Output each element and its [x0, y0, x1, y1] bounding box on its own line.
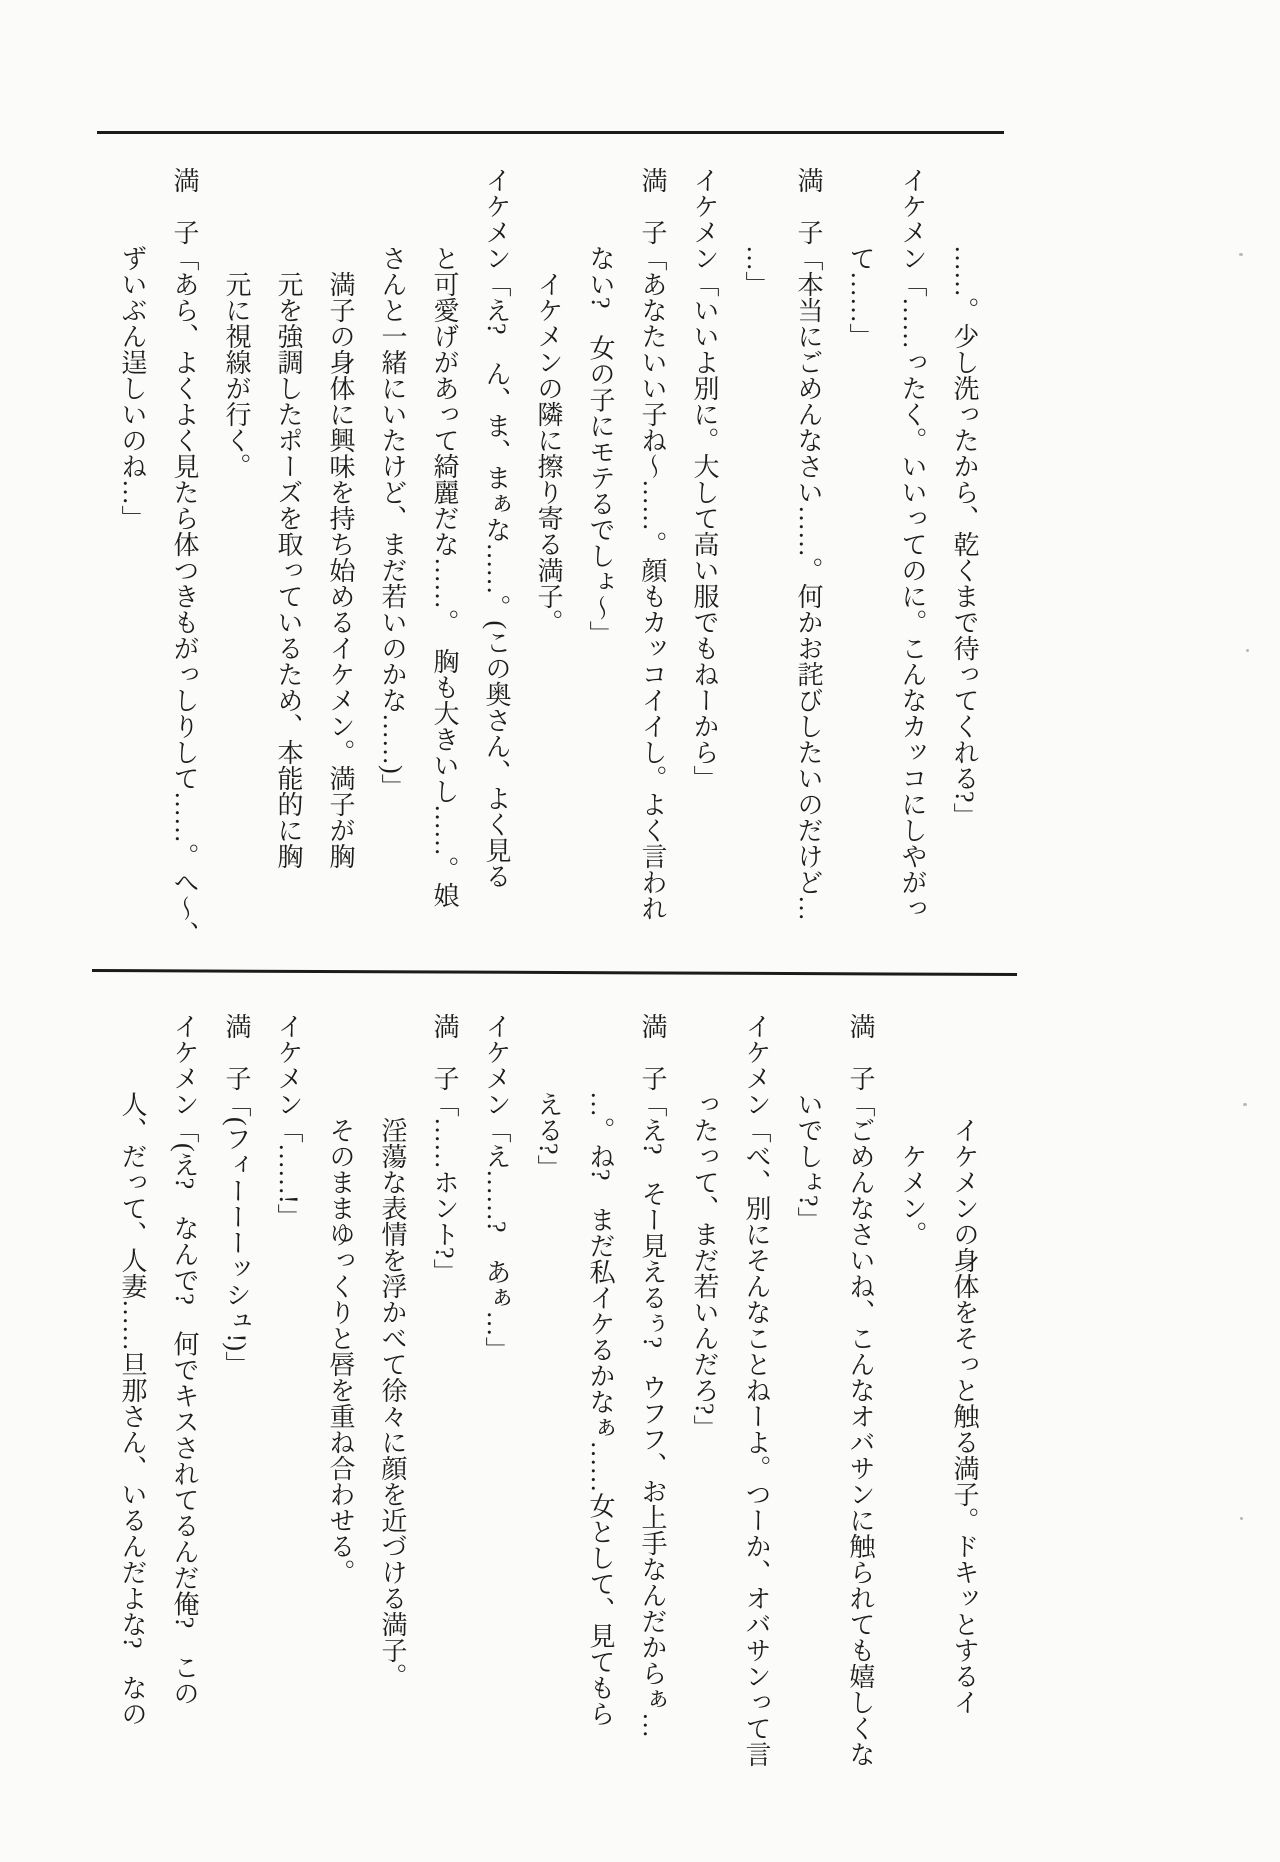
script-line: 満 子「ごめんなさいね、こんなオバサンに触られても嬉しくな	[846, 1013, 875, 1767]
script-section-bottom	[106, 1013, 990, 1855]
script-line: …」	[742, 245, 771, 297]
script-line: イケメン「……!」	[274, 1013, 303, 1230]
script-line: 満 子「本当にごめんなさい……。何かお詫びしたいのだけど…	[794, 167, 823, 921]
script-line: 満 子「(フィーーーッシュ!)」	[222, 1013, 251, 1377]
script-line: と可愛げがあって綺麗だな……。 胸も大きいし……。娘	[430, 245, 459, 908]
script-line: 満子の身体に興味を持ち始めるイケメン。満子が胸	[326, 271, 355, 869]
scan-noise-speck	[1243, 1103, 1247, 1106]
scan-noise-speck	[1239, 253, 1243, 256]
script-line: イケメン「べ、別にそんなことねーよ。つーか、オバサンって言	[742, 1013, 771, 1767]
script-line: ない? 女の子にモテるでしょ〜」	[586, 245, 615, 647]
script-line: イケメン「……ったく。いいってのに。こんなカッコにしやがっ	[898, 167, 927, 921]
script-line: …。ね? まだ私イケるかなぁ……女として、見てもら	[586, 1091, 615, 1727]
script-line: ずいぶん逞しいのね…」	[118, 245, 147, 531]
script-line: ケメン。	[898, 1143, 927, 1247]
script-line: イケメン「え……? あぁ…」	[482, 1013, 511, 1363]
script-line: 満 子「あら、よくよく見たら体つきもがっしりして……。へ〜、	[170, 167, 199, 947]
script-line: イケメン「え? ん、ま、まぁな……。(この奥さん、よく見る	[482, 167, 511, 890]
script-line: 淫蕩な表情を浮かべて徐々に顔を近づける満子。	[378, 1117, 407, 1689]
divider-line-top	[97, 131, 1004, 134]
script-line: 元に視線が行く。	[222, 271, 251, 479]
script-line: 満 子「あなたいい子ね〜……。顔もカッコイイし。よく言われ	[638, 167, 667, 921]
script-line: そのままゆっくりと唇を重ね合わせる。	[326, 1117, 355, 1585]
script-line: イケメンの隣に擦り寄る満子。	[534, 271, 563, 635]
script-line: 満 子「……ホント?」	[430, 1013, 459, 1285]
script-line: ったって、まだ若いんだろ?」	[690, 1091, 719, 1441]
script-line: 人、だって、人妻……旦那さん、いるんだよな? なの	[118, 1091, 147, 1727]
script-line: 元を強調したポーズを取っているため、本能的に胸	[274, 271, 303, 869]
script-line: て……」	[846, 245, 875, 349]
script-line: える?」	[534, 1091, 563, 1181]
script-line: イケメン「(え? なんで? 何でキスされてるんだ俺? この	[170, 1013, 199, 1707]
script-line: イケメンの身体をそっと触る満子。ドキッとするイ	[950, 1117, 979, 1715]
script-line: 満 子「え? そー見えるぅ? ウフフ、お上手なんだからぁ…	[638, 1013, 667, 1739]
script-line: いでしょ?」	[794, 1091, 823, 1233]
script-line: イケメン「いいよ別に。大して高い服でもねーから」	[690, 167, 719, 791]
script-line: さんと一緒にいたけど、まだ若いのかな……)」	[378, 245, 407, 800]
scan-noise-speck	[1240, 1517, 1243, 1520]
script-line: ……。少し洗ったから、乾くまで待ってくれる?」	[950, 245, 979, 829]
script-section-top	[106, 167, 990, 979]
scan-noise-speck	[1246, 649, 1249, 652]
